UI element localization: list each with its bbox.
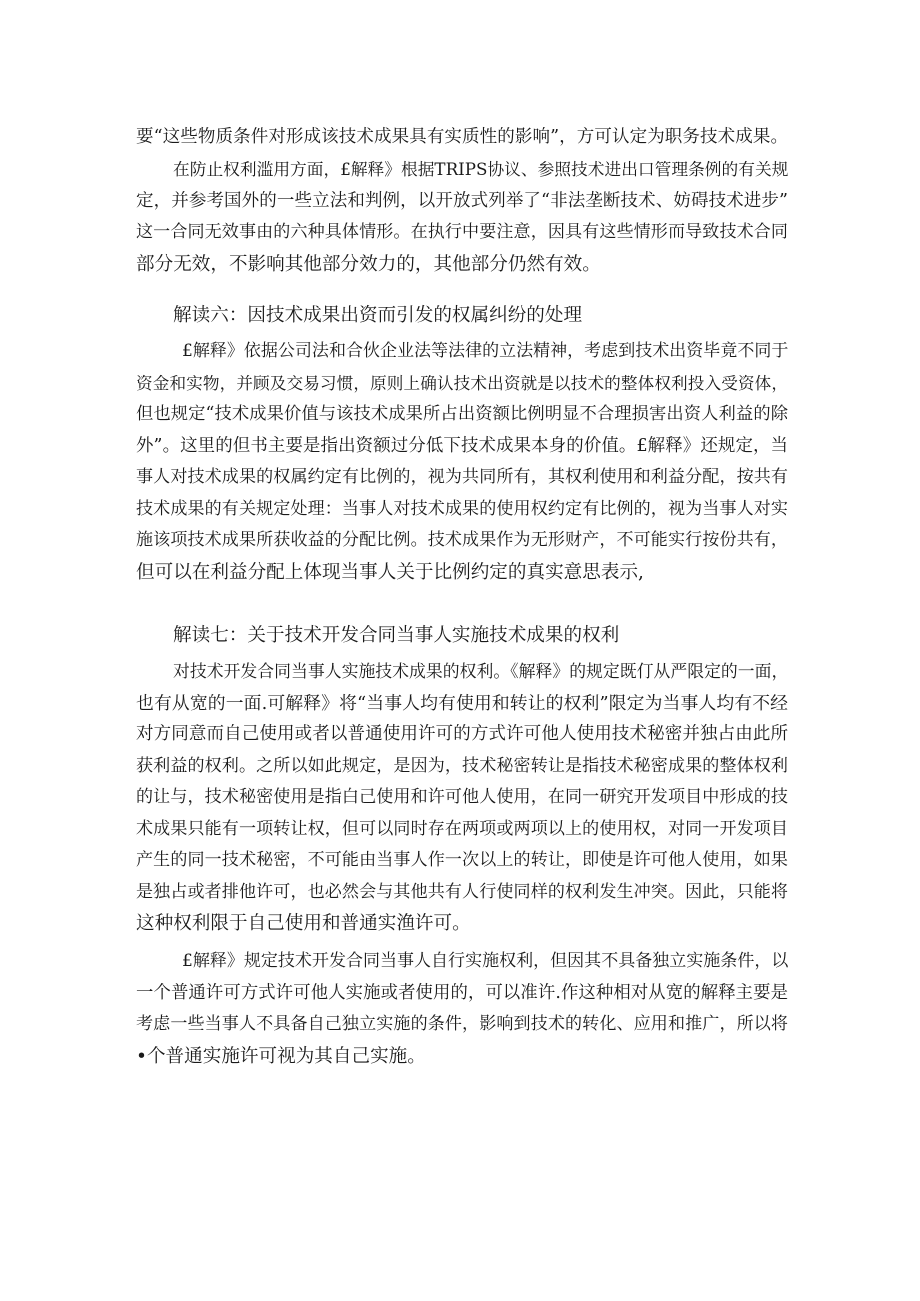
text-line: 定，并参考国外的一些立法和判例，以开放式列举了“非法垄断技术、妨碍技术进步” [136, 190, 788, 211]
paragraph-development-contract [136, 656, 788, 940]
text-line: 施该项技术成果所获收益的分配比例。技术成果作为无形财产，不可能实行按份共有， [136, 530, 788, 550]
paragraph-abuse-prevention [136, 154, 788, 280]
text-line: 这种权利限于自己使用和普通实渔许可。 [136, 913, 471, 934]
text-line: 考虑一些当事人不具备自己独立实施的条件，影响到技术的转化、应用和推广，所以将 [136, 1014, 788, 1034]
paragraph-capital-contribution [136, 336, 788, 588]
text-line: 是独占或者排他许可，也必然会与其他共有人行使同样的权利发生冲突。因此，只能将 [136, 881, 788, 902]
text-line: 要“这些物质条件对形成该技术成果具有实质性的影响”，方可认定为职务技术成果。 [136, 127, 788, 147]
text-line: 的让与，技术秘密使用是指白己使用和许可他人使用，在同一研究开发项目中形成的技 [136, 787, 788, 807]
section-heading-six [136, 300, 788, 332]
text-line: 但可以在利益分配上体现当事人关于比例约定的真实意思表示, [136, 561, 644, 583]
text-line: 资金和实物，并顾及交易习惯，原则上确认技术出资就是以技术的整体权利投入受资体， [136, 373, 788, 393]
text-line: 外”。这里的但书主要是指出资额过分低下技术成果本身的价值。£解释》还规定，当 [136, 435, 788, 456]
text-line: •个普通实施许可视为其自己实施。 [136, 1045, 426, 1067]
heading-text: 解读七：关于技术开发合同当事人实施技术成果的权利 [173, 625, 620, 646]
paragraph-self-implementation [136, 946, 788, 1072]
text-line: 在防止权利滥用方面，£解释》根据TRIPS协议、参照技术进出口管理条例的有关规 [173, 159, 789, 179]
text-line: 对方同意而自己使用或者以普通使用许可的方式许可他人使用技术秘密并独占由此所 [136, 724, 788, 744]
text-line: 技术成果的有关规定处理：当事人对技术成果的使用权约定有比例的，视为当事人对实 [136, 498, 788, 519]
paragraph-continuation [136, 122, 788, 154]
text-line: 获利益的权利。之所以如此规定，是因为，技术秘密转让是指技术秘密成果的整体权利 [136, 755, 788, 776]
text-line: 事人对技术成果的权属约定有比例的，视为共同所有，其权利使用和利益分配，按共有 [136, 467, 788, 487]
text-line: 这一合同无效事由的六种具体情形。在执行中要注意，因具有这些情形而导致技术合同 [136, 222, 788, 242]
text-line: 也有从宽的一面.可解释》将“当事人均有使用和转让的权利”限定为当事人均有不经 [136, 692, 788, 714]
text-line: £解释》依据公司法和合伙企业法等法律的立法精神，考虑到技术出资毕竟不同于 [182, 341, 789, 361]
text-line: 术成果只能有一项转让权，但可以同时存在两项或两项以上的使用权，对同一开发项目 [136, 818, 788, 839]
section-heading-seven [136, 620, 788, 652]
text-line: £解释》规定技术开发合同当事人自行实施权利，但因其不具备独立实施条件，以 [182, 951, 789, 971]
text-line: 对技术开发合同当事人实施技术成果的权利。《解释》的规定既仃从严限定的一面， [173, 661, 789, 681]
text-line: 部分无效，不影响其他部分效力的，其他部分仍然有效。 [136, 253, 601, 275]
text-line: 但也规定“技术成果价值与该技术成果所占出资额比例明显不合理损害出资人利益的除 [136, 404, 788, 424]
text-line: 一个普通许可方式许可他人实施或者使用的，可以准许.作这种相对从宽的解释主要是 [136, 982, 788, 1003]
heading-text: 解读六：因技术成果出资而引发的权属纠纷的处理 [173, 305, 583, 326]
text-line: 产生的同一技术秘密，不可能由当事人作一次以上的转让，即使是许可他人使用，如果 [136, 850, 788, 870]
